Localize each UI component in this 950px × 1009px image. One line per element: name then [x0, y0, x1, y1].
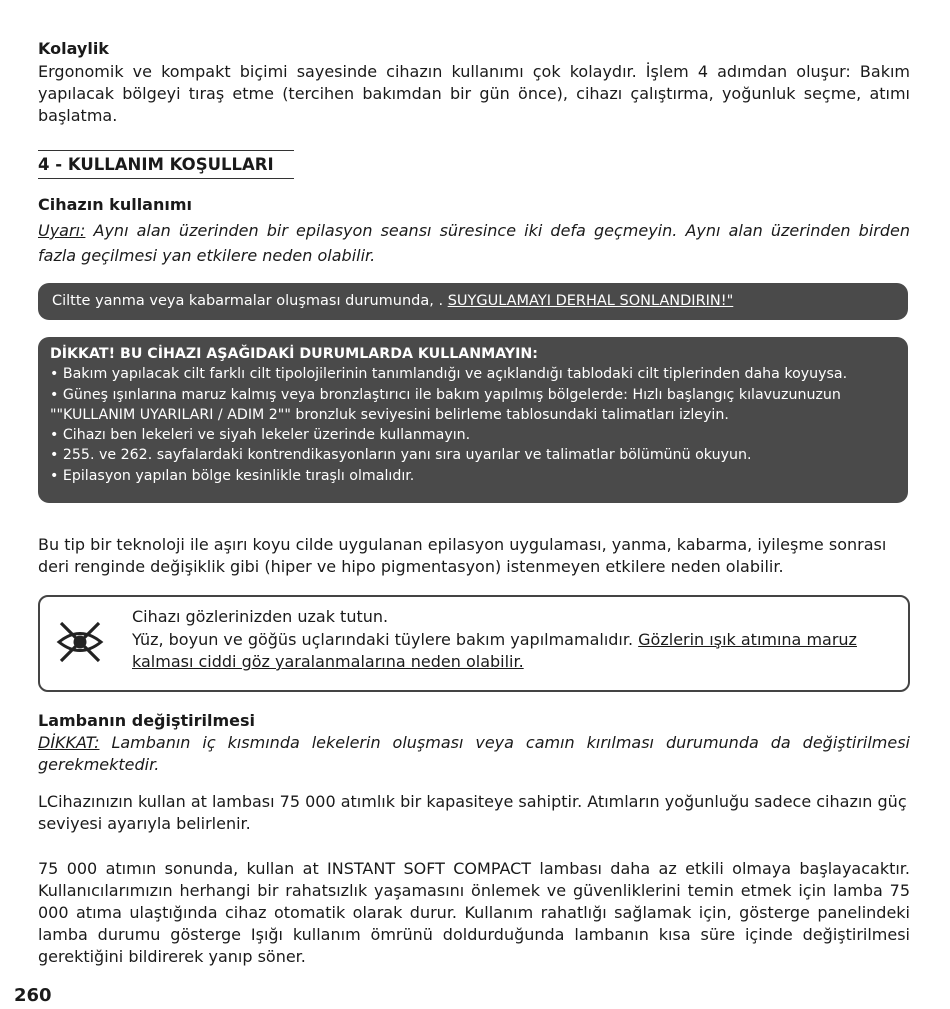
caution-item: • Epilasyon yapılan bölge kesinlikle tıraşlı olmalıdır. — [50, 467, 415, 484]
lamp-warning-text: Lambanın iç kısmında lekelerin oluşması veya camın kırılması durumunda da değiştirilmesi gerekmektedir. — [38, 733, 910, 774]
lamp-heading: Lambanın değiştirilmesi — [38, 711, 256, 730]
caution-box — [38, 337, 908, 503]
eye-warning-line1: Cihazı gözlerinizden uzak tutun. — [132, 607, 389, 626]
intro-body: Ergonomik ve kompakt biçimi sayesinde cihazın kullanımı çok kolaydır. İşlem 4 adımdan oluşur: Bakım yapılacak bölgeyi tıraş etme (tercihen bakımdan bir gün önce), cihazı çalıştırma, yoğunluk seçme, atımı başlatma. — [38, 62, 910, 125]
crossed-eye-icon — [56, 619, 104, 665]
page-number: 260 — [14, 985, 52, 1006]
eye-warning-line2 — [132, 629, 898, 674]
alert-text — [52, 291, 733, 311]
alert-plain: Ciltte yanma veya kabarmalar oluşması durumunda, . — [52, 293, 448, 309]
lamp-warning-label: DİKKAT: — [38, 733, 100, 752]
eye-warning-plain: Yüz, boyun ve göğüs uçlarındaki tüylere bakım yapılmamalıdır. — [132, 629, 639, 649]
alert-box — [38, 283, 908, 320]
usage-warning — [38, 218, 910, 268]
lamp-paragraph-1: LCihazınızın kullan at lambası 75 000 atımlık bir kapasiteye sahiptir. Atımların yoğunluğu sadece cihazın güç seviyesi ayarıyla belirlenir. — [38, 792, 907, 833]
lamp-paragraph-2: 75 000 atımın sonunda, kullan at INSTANT SOFT COMPACT lambası daha az etkili olmaya başlayacaktır. Kullanıcılarımızın herhangi bir rahatsızlık yaşamasını önlemek ve güvenliklerini temin etmek için lamba 75 000 atıma ulaştığında cihaz otomatik olarak durur. Kullanım rahatlığı sağlamak için, gösterge panelindeki lamba durumu gösterge Işığı kullanım ömrünü doldurduğunda lambanın kısa süre içinde değiştirilmesi gerektiğini bildirerek yanıp söner. — [38, 859, 910, 966]
eye-warning-underlined: Gözlerin ışık atımına maruz kalması ciddi göz yaralanmalarına neden olabilir. — [132, 629, 857, 671]
usage-warning-label: Uyarı: — [38, 221, 86, 240]
lamp-warning — [38, 732, 910, 776]
alert-emphasis: SUYGULAMAYI DERHAL SONLANDIRIN!" — [447, 293, 734, 309]
intro-heading: Kolaylik — [38, 39, 109, 58]
section-heading: 4 - KULLANIM KOŞULLARI — [38, 150, 294, 179]
usage-warning-text: Aynı alan üzerinden bir epilasyon seansı süresince iki defa geçmeyin. Aynı alan üzerinden birden fazla geçilmesi yan etkilere neden olabilir. — [38, 221, 910, 265]
caution-item: • Cihazı ben lekeleri ve siyah lekeler üzerinde kullanmayın. — [50, 427, 471, 444]
eye-warning-box — [38, 595, 910, 692]
caution-item: • Güneş ışınlarına maruz kalmış veya bronzlaştırıcı ile bakım yapılmış bölgelerde: Hızlı başlangıç kılavuzunuzun ""KULLANIM UYARILARI / ADIM 2"" bronzluk seviyesini belirleme tablosundaki talimatları izleyin. — [50, 386, 841, 423]
usage-heading: Cihazın kullanımı — [38, 195, 192, 214]
caution-item: • 255. ve 262. sayfalardaki kontrendikasyonların yanı sıra uyarılar ve talimatlar bölümünü okuyun. — [50, 447, 752, 464]
caution-item: • Bakım yapılacak cilt farklı cilt tipolojilerinin tanımlandığı ve açıklandığı tablodaki cilt tiplerinden daha koyuysa. — [50, 366, 848, 383]
technology-note: Bu tip bir teknoloji ile aşırı koyu cilde uygulanan epilasyon uygulaması, yanma, kabarma, iyileşme sonrası deri renginde değişiklik gibi (hiper ve hipo pigmentasyon) istenmeyen etkilere neden olabilir. — [38, 535, 887, 576]
caution-title: DİKKAT! BU CİHAZI AŞAĞIDAKİ DURUMLARDA KULLANMAYIN: — [50, 346, 538, 362]
